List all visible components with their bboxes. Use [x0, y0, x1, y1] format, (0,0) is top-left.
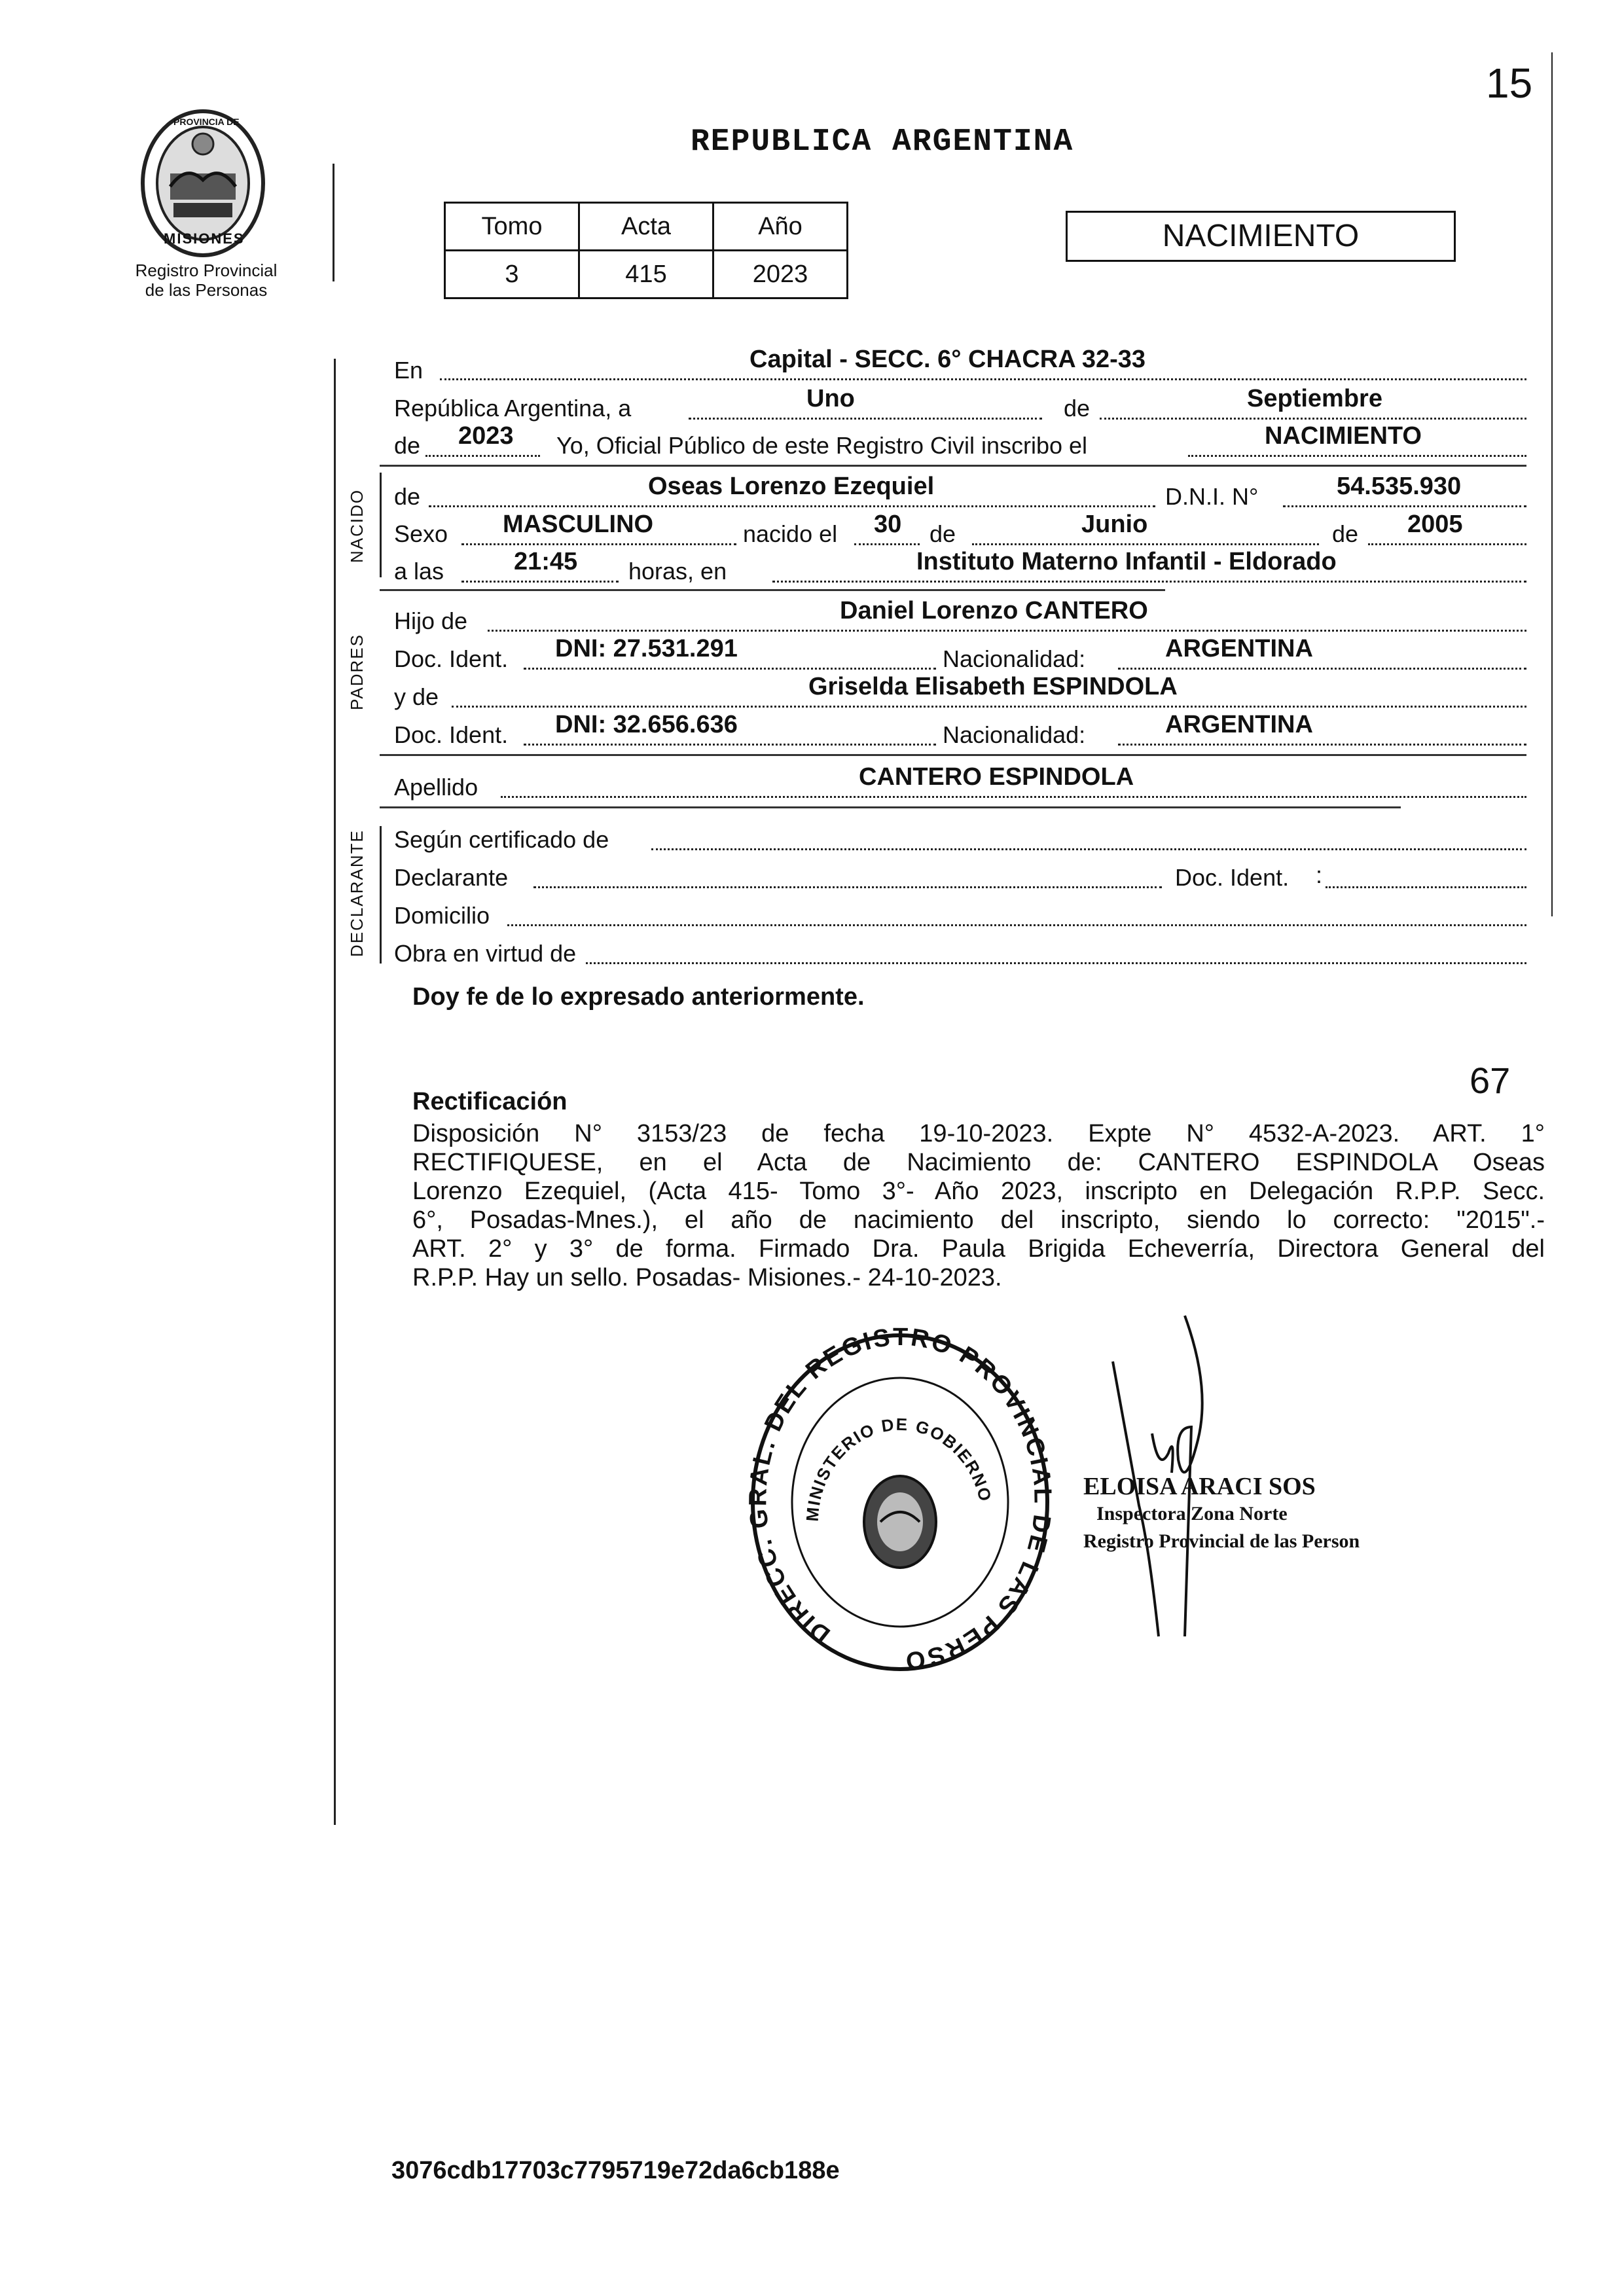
dots — [1118, 744, 1526, 746]
mother-nat-value: ARGENTINA — [1165, 711, 1313, 738]
dots — [488, 630, 1526, 632]
mother-doc-label: Doc. Ident. — [394, 721, 509, 748]
rectificacion-line: ART. 2° y 3° de forma. Firmado Dra. Paula Brigida Echeverría, Directora General del — [412, 1235, 1545, 1263]
margin-line-top — [333, 164, 334, 281]
dots — [440, 378, 1526, 380]
stamp-line-2: Inspectora Zona Norte — [1096, 1503, 1288, 1524]
apellido-label: Apellido — [394, 774, 478, 801]
declarante-label: Declarante — [394, 864, 509, 891]
dots — [429, 505, 1155, 507]
rectificacion-line: Lorenzo Ezequiel, (Acta 415- Tomo 3°- Año 2023, inscripto en Delegación R.P.P. Secc. — [412, 1178, 1545, 1205]
rectificacion-line: Disposición N° 3153/23 de fecha 19-10-2023. Expte N° 4532-A-2023. ART. 1° — [412, 1120, 1545, 1147]
dots — [425, 455, 540, 457]
y-de-label: y de — [394, 683, 439, 710]
horas-label: horas, en — [628, 558, 727, 585]
org-name — [121, 261, 291, 300]
birth-month-value: Junio — [1081, 511, 1148, 538]
birth-place-value: Instituto Materno Infantil - Eldorado — [916, 548, 1337, 575]
registry-header-row — [445, 203, 848, 251]
apellido-value: CANTERO ESPINDOLA — [859, 763, 1134, 791]
birth-de-label-2: de — [1332, 520, 1359, 547]
anio-header: Año — [713, 203, 848, 251]
dots — [533, 886, 1162, 888]
mother-doc-value: DNI: 32.656.636 — [555, 711, 738, 738]
sexo-value: MASCULINO — [503, 511, 654, 538]
de-label: de — [1064, 395, 1091, 422]
page-number: 15 — [1486, 60, 1533, 107]
logo-text-top: PROVINCIA DE — [173, 117, 240, 127]
stamp-line-3: Registro Provincial de las Person — [1083, 1530, 1360, 1552]
birth-de-label: de — [929, 520, 956, 547]
separator — [380, 465, 1526, 467]
dots — [452, 706, 1526, 708]
right-margin-line — [1551, 52, 1553, 916]
declarante-doc-label: Doc. Ident. — [1175, 864, 1290, 891]
act-word-value: NACIMIENTO — [1265, 422, 1422, 450]
tomo-header: Tomo — [445, 203, 579, 251]
registry-table — [444, 202, 848, 299]
dots — [586, 962, 1526, 964]
year-value: 2023 — [458, 422, 514, 450]
nacido-side-label: NACIDO — [347, 488, 367, 563]
declarante-bracket — [380, 826, 382, 964]
father-doc-label: Doc. Ident. — [394, 645, 509, 672]
org-line-1: Registro Provincial — [135, 261, 278, 280]
dots — [1368, 543, 1526, 545]
country-title: REPUBLICA ARGENTINA — [691, 124, 1074, 160]
seal-icon — [746, 1325, 1054, 1679]
rectificacion-number: 67 — [1470, 1060, 1511, 1101]
obra-label: Obra en virtud de — [394, 940, 577, 967]
separator — [380, 589, 1165, 591]
dots — [689, 418, 1042, 420]
acta-header: Acta — [579, 203, 713, 251]
dots — [461, 543, 736, 545]
birth-day-value: 30 — [874, 511, 902, 538]
dots — [972, 543, 1319, 545]
dni-label: D.N.I. N° — [1165, 483, 1259, 510]
hijo-de-label: Hijo de — [394, 607, 468, 634]
month-value: Septiembre — [1247, 385, 1382, 412]
rectificacion-line: RECTIFIQUESE, en el Acta de Nacimiento de: CANTERO ESPINDOLA Oseas — [412, 1149, 1545, 1176]
seal-inner-text: MINISTERIO DE GOBIERNO — [802, 1414, 996, 1523]
declarante-side-label: DECLARANTE — [347, 829, 367, 957]
republica-label: República Argentina, a — [394, 395, 632, 422]
padres-side-label: PADRES — [347, 634, 367, 710]
en-label: En — [394, 357, 424, 384]
stamp-line-1: ELOISA ARACI SOS — [1083, 1473, 1316, 1500]
rectificacion-line: 6°, Posadas-Mnes.), el año de nacimiento del inscripto, siendo lo correcto: "2015".- — [412, 1206, 1545, 1234]
document-hash: 3076cdb17703c7795719e72da6cb188e — [391, 2157, 840, 2184]
nacido-el-label: nacido el — [743, 520, 838, 547]
rectificacion-body — [412, 1119, 1545, 1292]
dots — [1283, 505, 1526, 507]
tomo-value: 3 — [445, 251, 579, 298]
anio-value: 2023 — [713, 251, 848, 298]
mother-value: Griselda Elisabeth ESPINDOLA — [808, 673, 1178, 700]
official-stamp — [1083, 1473, 1360, 1555]
declarante-doc-mark: : — [1316, 861, 1323, 888]
dots — [651, 848, 1526, 850]
place-value: Capital - SECC. 6° CHACRA 32-33 — [749, 346, 1146, 373]
logo-text-bottom: MISIONES — [164, 230, 245, 247]
doy-fe-text: Doy fe de lo expresado anteriormente. — [412, 983, 865, 1011]
dots — [1100, 418, 1526, 420]
dots — [507, 924, 1526, 926]
father-doc-value: DNI: 27.531.291 — [555, 635, 738, 662]
father-value: Daniel Lorenzo CANTERO — [840, 597, 1148, 624]
separator — [380, 806, 1401, 808]
oficial-text: Yo, Oficial Público de este Registro Civil inscribo el — [556, 432, 1088, 459]
domicilio-label: Domicilio — [394, 902, 490, 929]
child-dni-value: 54.535.930 — [1337, 473, 1462, 500]
dots — [772, 581, 1526, 583]
dots — [524, 744, 936, 746]
birth-year-value: 2005 — [1407, 511, 1463, 538]
day-words-value: Uno — [806, 385, 855, 412]
separator — [380, 754, 1526, 756]
a-las-label: a las — [394, 558, 444, 585]
certificado-label: Según certificado de — [394, 826, 609, 853]
acta-value: 415 — [579, 251, 713, 298]
act-type-box: NACIMIENTO — [1066, 211, 1456, 262]
dots — [501, 796, 1526, 798]
rectificacion-title: Rectificación — [412, 1088, 568, 1115]
dots — [1326, 886, 1526, 888]
child-name-value: Oseas Lorenzo Ezequiel — [648, 473, 935, 500]
mother-nat-label: Nacionalidad: — [943, 721, 1086, 748]
father-nat-label: Nacionalidad: — [943, 645, 1086, 672]
registry-value-row — [445, 251, 848, 298]
father-nat-value: ARGENTINA — [1165, 635, 1313, 662]
official-seal — [746, 1325, 1054, 1679]
birth-time-value: 21:45 — [514, 548, 578, 575]
de-label-2: de — [394, 432, 421, 459]
dots — [1118, 668, 1526, 670]
dots — [854, 543, 920, 545]
dots — [461, 581, 619, 583]
dots — [524, 668, 936, 670]
province-logo — [134, 105, 272, 262]
dots — [1188, 455, 1526, 457]
rectificacion-line: R.P.P. Hay un sello. Posadas- Misiones.- 24-10-2023. — [412, 1264, 1002, 1291]
sexo-label: Sexo — [394, 520, 448, 547]
margin-line — [334, 359, 336, 1825]
org-line-2: de las Personas — [145, 280, 268, 300]
seal-outer-text: DIRECC. GRAL. DEL REGISTRO PROVINCIAL DE LAS PERSO — [746, 1325, 1054, 1675]
nacido-bracket — [380, 473, 382, 577]
nacido-de-label: de — [394, 483, 421, 510]
